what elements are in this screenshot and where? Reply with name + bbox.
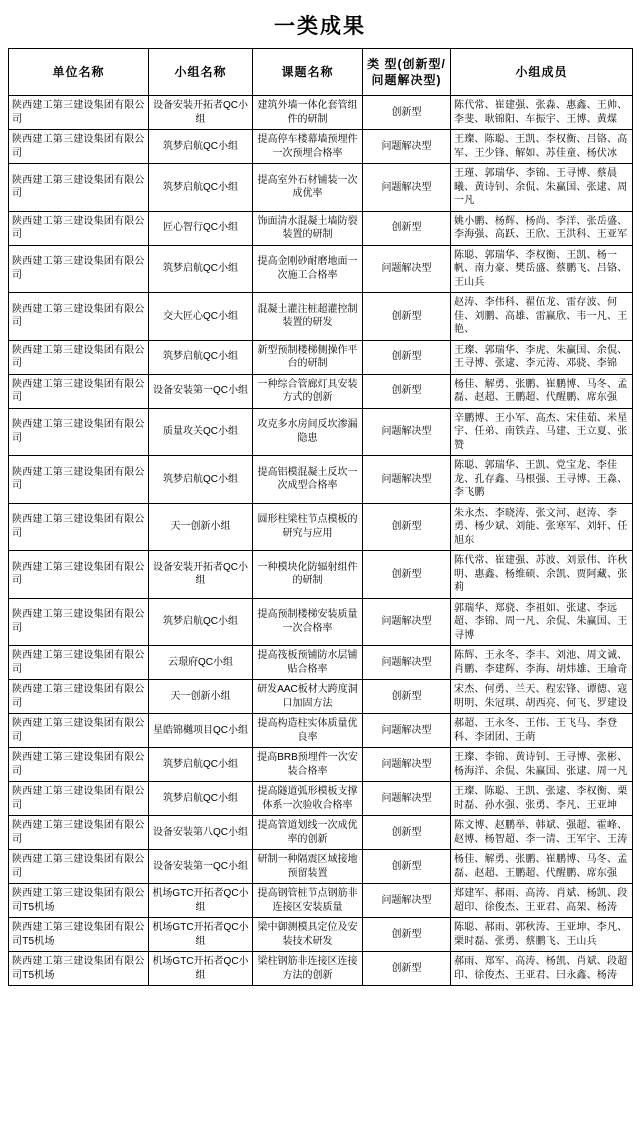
cell-unit: 陕西建工第三建设集团有限公司 [9, 293, 149, 341]
cell-topic: 提高预制楼梯安装质量一次合格率 [253, 598, 363, 646]
table-row [9, 164, 633, 212]
table-body [9, 96, 633, 986]
cell-topic: 提高室外石材铺装一次成优率 [253, 164, 363, 212]
table-row [9, 680, 633, 714]
cell-unit: 陕西建工第三建设集团有限公司 [9, 245, 149, 293]
column-header-members: 小组成员 [451, 49, 633, 96]
cell-members: 王璨、李锦、黄诗钊、王寻博、张彬、杨海洋、余侃、朱赢国、张逮、周一凡 [451, 748, 633, 782]
cell-group: 设备安装开拓者QC小组 [149, 96, 253, 130]
cell-group: 设备安装第八QC小组 [149, 816, 253, 850]
cell-group: 星皓锦樾项目QC小组 [149, 714, 253, 748]
cell-members: 宋杰、何勇、兰天、程宏锋、谭德、寇明明、朱冠琪、胡西亮、何飞、罗建设 [451, 680, 633, 714]
cell-group: 筑梦启航QC小组 [149, 164, 253, 212]
cell-members: 郑建军、郝雨、高涛、肖斌、杨凯、段超印、徐俊杰、王亚君、高架、杨涛 [451, 884, 633, 918]
cell-members: 陈聪、郝雨、郭秋涛、王亚坤、李凡、栗时磊、张勇、蔡鹏飞、王山兵 [451, 918, 633, 952]
cell-type: 问题解决型 [363, 130, 451, 164]
cell-group: 设备安装第一QC小组 [149, 374, 253, 408]
cell-unit: 陕西建工第三建设集团有限公司 [9, 211, 149, 245]
cell-members: 赵涛、李伟科、翟伍龙、雷存波、何佳、刘鹏、高雄、雷赢欣、韦一凡、王艳、 [451, 293, 633, 341]
cell-unit: 陕西建工第三建设集团有限公司 [9, 374, 149, 408]
cell-group: 筑梦启航QC小组 [149, 456, 253, 504]
cell-unit: 陕西建工第三建设集团有限公司 [9, 714, 149, 748]
cell-group: 设备安装第一QC小组 [149, 850, 253, 884]
cell-members: 王璨、陈聪、王凯、张逮、李权衡、栗时磊、孙水强、张勇、李凡、王亚坤 [451, 782, 633, 816]
cell-group: 机场GTC开拓者QC小组 [149, 952, 253, 986]
cell-members: 杨佳、解勇、张鹏、崔鹏博、马冬、孟磊、赵超、王鹏超、代醒鹏、席东强 [451, 374, 633, 408]
cell-members: 陈代常、崔建强、张淼、惠鑫、王帅、李斐、耿锦阳、车振宇、王博、黄煤 [451, 96, 633, 130]
cell-topic: 研发AAC板材大跨度洞口加固方法 [253, 680, 363, 714]
cell-topic: 梁中御测模具定位及安装技术研发 [253, 918, 363, 952]
cell-topic: 梁柱钢筋非连接区连接方法的创新 [253, 952, 363, 986]
cell-topic: 一种综合管廊灯具安装方式的创新 [253, 374, 363, 408]
cell-unit: 陕西建工第三建设集团有限公司 [9, 646, 149, 680]
cell-type: 创新型 [363, 340, 451, 374]
cell-members: 陈聪、郭瑞华、王凯、党宝龙、李佳龙、孔存鑫、马根强、王寻博、王淼、李飞鹏 [451, 456, 633, 504]
cell-unit: 陕西建工第三建设集团有限公司 [9, 680, 149, 714]
cell-unit: 陕西建工第三建设集团有限公司 [9, 598, 149, 646]
table-header-row [9, 49, 633, 96]
cell-unit: 陕西建工第三建设集团有限公司 [9, 130, 149, 164]
cell-topic: 提高管道划线一次成优率的创新 [253, 816, 363, 850]
cell-group: 机场GTC开拓者QC小组 [149, 884, 253, 918]
table-row [9, 918, 633, 952]
table-row [9, 646, 633, 680]
cell-members: 陈辉、王永冬、李丰、刘池、周文诚、肖鹏、李建辉、李海、胡炜雄、王瑜奇 [451, 646, 633, 680]
cell-type: 创新型 [363, 503, 451, 551]
cell-unit: 陕西建工第三建设集团有限公司 [9, 96, 149, 130]
cell-topic: 攻克多水房间反坎渗漏隐患 [253, 408, 363, 456]
cell-unit: 陕西建工第三建设集团有限公司 [9, 503, 149, 551]
cell-group: 筑梦启航QC小组 [149, 340, 253, 374]
table-row [9, 456, 633, 504]
table-row [9, 748, 633, 782]
cell-type: 问题解决型 [363, 408, 451, 456]
cell-type: 创新型 [363, 211, 451, 245]
cell-group: 筑梦启航QC小组 [149, 598, 253, 646]
cell-type: 创新型 [363, 816, 451, 850]
table-row [9, 340, 633, 374]
cell-type: 创新型 [363, 293, 451, 341]
cell-type: 问题解决型 [363, 714, 451, 748]
table-row [9, 952, 633, 986]
cell-members: 陈聪、郭瑞华、李权衡、王凯、杨一帆、南力豪、樊岳盛、蔡鹏飞、吕铬、王山兵 [451, 245, 633, 293]
cell-topic: 提高停车楼幕墙预埋件一次预埋合格率 [253, 130, 363, 164]
cell-group: 云璟府QC小组 [149, 646, 253, 680]
table-row [9, 503, 633, 551]
cell-group: 天一创新小组 [149, 503, 253, 551]
cell-group: 匠心智行QC小组 [149, 211, 253, 245]
cell-members: 王瑾、郭瑞华、李锦、王寻博、蔡晨曦、黄诗钊、余侃、朱赢国、张逮、周一凡 [451, 164, 633, 212]
cell-group: 设备安装开拓者QC小组 [149, 551, 253, 599]
cell-members: 陈文博、赵鹏举、韩斌、强超、霍峰、赵博、杨智超、李一清、王军宇、王涛 [451, 816, 633, 850]
cell-group: 筑梦启航QC小组 [149, 782, 253, 816]
cell-unit: 陕西建工第三建设集团有限公司T5机场 [9, 918, 149, 952]
cell-members: 姚小鹏、杨辉、杨尚、李洋、张岳盛、李海强、高跃、王欣、王洪科、王亚军 [451, 211, 633, 245]
table-row [9, 816, 633, 850]
cell-unit: 陕西建工第三建设集团有限公司 [9, 748, 149, 782]
table-row [9, 782, 633, 816]
cell-topic: 提高构造柱实体质量优良率 [253, 714, 363, 748]
cell-group: 质量攻关QC小组 [149, 408, 253, 456]
cell-group: 机场GTC开拓者QC小组 [149, 918, 253, 952]
table-row [9, 374, 633, 408]
table-row [9, 850, 633, 884]
cell-topic: 一种模块化防辐射组件的研制 [253, 551, 363, 599]
cell-type: 创新型 [363, 374, 451, 408]
table-row [9, 211, 633, 245]
cell-type: 问题解决型 [363, 598, 451, 646]
results-table [8, 48, 633, 986]
table-row [9, 245, 633, 293]
table-row [9, 884, 633, 918]
cell-members: 陈代常、崔建强、苏波、刘景伟、许秋明、惠鑫、杨维硕、余凯、贾阿藏、张莉 [451, 551, 633, 599]
cell-members: 郝超、王永冬、王伟、王飞马、李登科、李团团、王萌 [451, 714, 633, 748]
cell-type: 创新型 [363, 680, 451, 714]
cell-members: 郭瑞华、郑骁、李祖如、张逮、李远超、李锦、周一凡、余侃、朱赢国、王寻博 [451, 598, 633, 646]
cell-type: 创新型 [363, 952, 451, 986]
cell-group: 筑梦启航QC小组 [149, 130, 253, 164]
cell-topic: 饰面清水混凝土墙防裂装置的研制 [253, 211, 363, 245]
cell-type: 创新型 [363, 551, 451, 599]
cell-members: 王璨、陈聪、王凯、李权衡、吕铬、高军、王少锋、解如、苏佳童、杨伏冰 [451, 130, 633, 164]
table-header [9, 49, 633, 96]
cell-members: 郝雨、郑军、高涛、杨凯、肖斌、段超印、徐俊杰、王亚君、曰永鑫、杨涛 [451, 952, 633, 986]
cell-topic: 研制一种隔震区域接地预留装置 [253, 850, 363, 884]
cell-group: 筑梦启航QC小组 [149, 245, 253, 293]
cell-topic: 提高隧道弧形模板支撑体系一次验收合格率 [253, 782, 363, 816]
cell-unit: 陕西建工第三建设集团有限公司 [9, 340, 149, 374]
table-row [9, 130, 633, 164]
table-row [9, 714, 633, 748]
table-row [9, 96, 633, 130]
cell-topic: 提高BRB预埋件一次安装合格率 [253, 748, 363, 782]
cell-unit: 陕西建工第三建设集团有限公司 [9, 850, 149, 884]
cell-topic: 新型预制楼梯侧操作平台的研制 [253, 340, 363, 374]
table-row [9, 293, 633, 341]
cell-group: 筑梦启航QC小组 [149, 748, 253, 782]
cell-type: 创新型 [363, 850, 451, 884]
cell-unit: 陕西建工第三建设集团有限公司 [9, 816, 149, 850]
cell-group: 天一创新小组 [149, 680, 253, 714]
cell-type: 问题解决型 [363, 164, 451, 212]
cell-type: 问题解决型 [363, 884, 451, 918]
cell-unit: 陕西建工第三建设集团有限公司T5机场 [9, 884, 149, 918]
table-row [9, 408, 633, 456]
cell-members: 王璨、郭瑞华、李虎、朱赢国、余侃、王寻博、张逮、李元涛、邓骁、李锦 [451, 340, 633, 374]
cell-topic: 混凝土灌注桩超灌控制装置的研发 [253, 293, 363, 341]
cell-type: 创新型 [363, 918, 451, 952]
cell-topic: 提高金刚砂耐磨地面一次施工合格率 [253, 245, 363, 293]
table-row [9, 551, 633, 599]
cell-topic: 提高铝模混凝土反坎一次成型合格率 [253, 456, 363, 504]
cell-type: 问题解决型 [363, 782, 451, 816]
cell-topic: 圆形柱梁柱节点模板的研究与应用 [253, 503, 363, 551]
cell-unit: 陕西建工第三建设集团有限公司T5机场 [9, 952, 149, 986]
column-header-group: 小组名称 [149, 49, 253, 96]
cell-type: 问题解决型 [363, 748, 451, 782]
cell-unit: 陕西建工第三建设集团有限公司 [9, 782, 149, 816]
cell-unit: 陕西建工第三建设集团有限公司 [9, 551, 149, 599]
cell-type: 创新型 [363, 96, 451, 130]
column-header-unit: 单位名称 [9, 49, 149, 96]
table-row [9, 598, 633, 646]
cell-type: 问题解决型 [363, 456, 451, 504]
cell-members: 杨佳、解勇、张鹏、崔鹏博、马冬、孟磊、赵超、王鹏超、代醒鹏、席东强 [451, 850, 633, 884]
cell-topic: 建筑外墙一体化套管组件的研制 [253, 96, 363, 130]
cell-type: 问题解决型 [363, 245, 451, 293]
cell-unit: 陕西建工第三建设集团有限公司 [9, 164, 149, 212]
page-title: 一类成果 [274, 14, 366, 38]
cell-type: 问题解决型 [363, 646, 451, 680]
cell-unit: 陕西建工第三建设集团有限公司 [9, 408, 149, 456]
column-header-topic: 课题名称 [253, 49, 363, 96]
column-header-type: 类 型(创新型/问题解决型) [363, 49, 451, 96]
cell-members: 朱永杰、李晓涛、张文河、赵涛、李勇、杨少斌、刘能、张寒军、刘轩、任旭东 [451, 503, 633, 551]
cell-unit: 陕西建工第三建设集团有限公司 [9, 456, 149, 504]
cell-members: 辛鹏博、王小军、高杰、宋佳茹、米星宇、任弟、南铁垚、马建、王立夏、张赞 [451, 408, 633, 456]
cell-topic: 提高筏板预铺防水层铺贴合格率 [253, 646, 363, 680]
cell-group: 交大匠心QC小组 [149, 293, 253, 341]
cell-topic: 提高钢管桩节点钢筋非连接区安装质量 [253, 884, 363, 918]
